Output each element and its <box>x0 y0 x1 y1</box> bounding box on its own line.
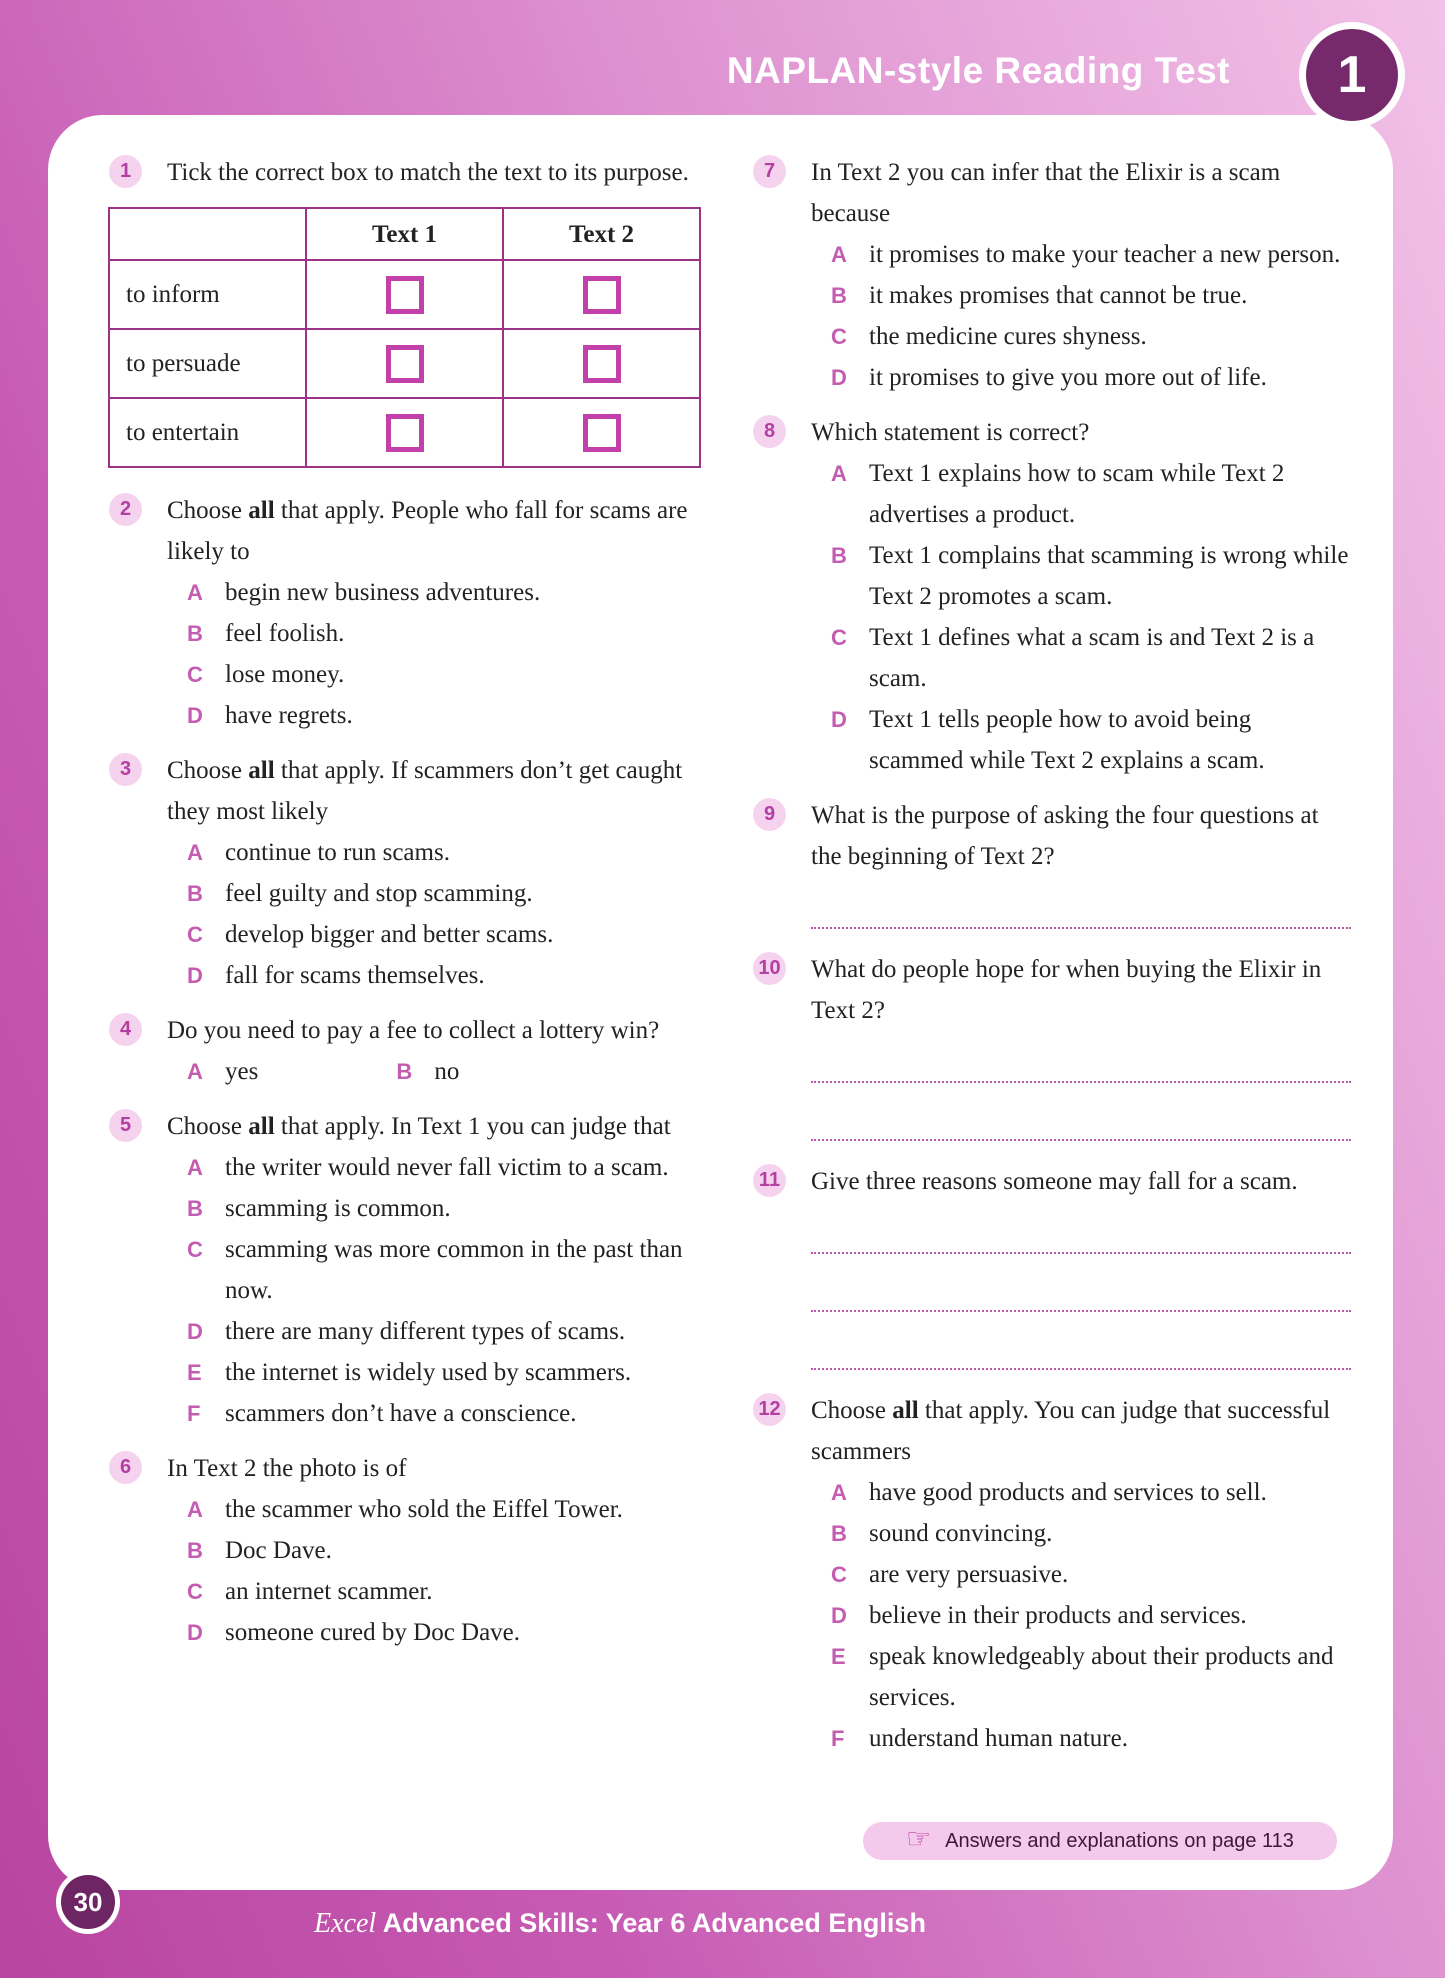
option-letter: B <box>396 1059 413 1084</box>
question-body <box>167 1106 707 1434</box>
option-row <box>811 234 1351 275</box>
question-text <box>167 1106 707 1147</box>
option-row <box>811 453 1351 535</box>
option-row <box>811 617 1351 699</box>
table-row <box>109 329 700 398</box>
option-letter: B <box>187 1196 203 1221</box>
option-text: scammers don’t have a conscience. <box>225 1400 577 1427</box>
option-row <box>167 832 707 873</box>
option-text: the medicine cures shyness. <box>869 323 1147 350</box>
option-letter: B <box>187 881 203 906</box>
question-number-badge: 3 <box>109 753 142 786</box>
options-list <box>167 1147 707 1434</box>
table-cell <box>306 260 503 329</box>
page-number-badge <box>56 1870 120 1934</box>
test-number-badge <box>1299 22 1405 128</box>
option-row <box>811 535 1351 617</box>
option-text: scamming was more common in the past than now. <box>225 1236 683 1304</box>
option-row <box>811 1636 1351 1718</box>
option-text: fall for scams themselves. <box>225 962 485 989</box>
options-list <box>167 572 707 736</box>
option-text: there are many different types of scams. <box>225 1318 626 1345</box>
table-column-header: Text 2 <box>503 208 700 260</box>
question-text-bold: all <box>892 1397 919 1424</box>
question-item <box>95 750 707 996</box>
option-row <box>167 914 707 955</box>
option-text: have good products and services to sell. <box>869 1479 1267 1506</box>
question-item <box>95 1448 707 1653</box>
question-item <box>739 412 1351 781</box>
question-body <box>811 1390 1351 1759</box>
question-number-badge: 10 <box>753 952 786 985</box>
option-letter: D <box>187 1319 203 1344</box>
table-cell <box>503 329 700 398</box>
option-row <box>811 1513 1351 1554</box>
option-text: develop bigger and better scams. <box>225 921 554 948</box>
question-number-badge: 12 <box>753 1393 786 1426</box>
option-text: someone cured by Doc Dave. <box>225 1619 521 1646</box>
option-row <box>167 1393 707 1434</box>
options-list <box>811 453 1351 781</box>
question-text-segment: Choose <box>167 497 249 524</box>
option-letter: C <box>831 625 847 650</box>
question-text <box>811 152 1351 234</box>
question-text-segment: Choose <box>811 1397 893 1424</box>
question-body <box>811 152 1351 398</box>
question-item <box>739 949 1351 1147</box>
question-text-segment: In Text 2 the photo is of <box>167 1455 407 1482</box>
option-letter: D <box>187 703 203 728</box>
question-number-badge: 8 <box>753 415 786 448</box>
question-text-segment: In Text 2 you can infer that the Elixir is a scam because <box>811 159 1281 227</box>
question-text-segment: that apply. You can judge that successful scammers <box>811 1397 1331 1465</box>
table-header-row <box>109 208 700 260</box>
question-text <box>811 949 1351 1031</box>
answer-line[interactable] <box>811 1260 1351 1312</box>
option-letter: F <box>187 1401 201 1426</box>
option-text: are very persuasive. <box>869 1561 1069 1588</box>
right-column <box>739 152 1351 1773</box>
question-text-bold: all <box>248 497 275 524</box>
option-letter: B <box>831 1521 847 1546</box>
question-item <box>95 1010 707 1092</box>
question-text <box>811 412 1351 453</box>
content-card <box>48 115 1393 1890</box>
table-column-header: Text 1 <box>306 208 503 260</box>
option-text: it makes promises that cannot be true. <box>869 282 1248 309</box>
question-number-badge: 11 <box>753 1164 786 1197</box>
option-text: Text 1 explains how to scam while Text 2 advertises a product. <box>869 460 1285 528</box>
question-item <box>739 1161 1351 1376</box>
table-cell <box>503 260 700 329</box>
option-row <box>167 1489 707 1530</box>
question-text <box>811 795 1351 877</box>
option-row <box>376 1051 459 1092</box>
question-item <box>739 1390 1351 1759</box>
question-number-badge: 6 <box>109 1451 142 1484</box>
option-row <box>811 699 1351 781</box>
option-text: speak knowledgeably about their products and services. <box>869 1643 1334 1711</box>
question-item <box>739 152 1351 398</box>
question-body <box>167 750 707 996</box>
option-text: the scammer who sold the Eiffel Tower. <box>225 1496 623 1523</box>
option-text: Text 1 tells people how to avoid being scammed while Text 2 explains a scam. <box>869 706 1265 774</box>
question-text-segment: that apply. In Text 1 you can judge that <box>274 1113 671 1140</box>
option-row <box>811 1595 1351 1636</box>
table-corner-cell <box>109 208 306 260</box>
option-text: understand human nature. <box>869 1725 1128 1752</box>
question-text-segment: What is the purpose of asking the four questions at the beginning of Text 2? <box>811 802 1319 870</box>
option-row <box>167 1571 707 1612</box>
question-body <box>167 1448 707 1653</box>
option-text: the writer would never fall victim to a scam. <box>225 1154 669 1181</box>
option-letter: C <box>187 922 203 947</box>
option-letter: E <box>831 1644 846 1669</box>
question-item <box>95 490 707 736</box>
option-text: feel guilty and stop scamming. <box>225 880 533 907</box>
answer-line[interactable] <box>811 1031 1351 1083</box>
table-row-label: to entertain <box>109 398 306 467</box>
option-row <box>811 1718 1351 1759</box>
option-letter: D <box>831 365 847 390</box>
purpose-table <box>108 207 701 468</box>
option-letter: F <box>831 1726 845 1751</box>
option-letter: B <box>187 1538 203 1563</box>
table-row-label: to inform <box>109 260 306 329</box>
option-letter: D <box>831 1603 847 1628</box>
question-text-segment: What do people hope for when buying the Elixir in Text 2? <box>811 956 1322 1024</box>
question-text <box>811 1161 1351 1202</box>
option-letter: B <box>831 283 847 308</box>
question-body <box>811 795 1351 935</box>
option-text: an internet scammer. <box>225 1578 433 1605</box>
option-text: begin new business adventures. <box>225 579 541 606</box>
option-text: have regrets. <box>225 702 353 729</box>
option-letter: A <box>187 580 203 605</box>
option-text: the internet is widely used by scammers. <box>225 1359 632 1386</box>
question-text-segment: Which statement is correct? <box>811 419 1090 446</box>
question-body <box>167 490 707 736</box>
table-cell <box>503 398 700 467</box>
option-row <box>167 654 707 695</box>
question-text <box>811 1390 1351 1472</box>
options-list <box>811 234 1351 398</box>
left-column <box>95 152 707 1773</box>
question-body <box>811 1161 1351 1376</box>
option-letter: D <box>187 963 203 988</box>
option-text: Text 1 complains that scamming is wrong while Text 2 promotes a scam. <box>869 542 1349 610</box>
option-text: believe in their products and services. <box>869 1602 1247 1629</box>
question-text <box>167 1010 707 1051</box>
option-letter: D <box>187 1620 203 1645</box>
table-cell <box>306 398 503 467</box>
options-list <box>811 1472 1351 1759</box>
option-letter: A <box>831 242 847 267</box>
option-letter: A <box>187 1497 203 1522</box>
option-row <box>167 1188 707 1229</box>
option-letter: C <box>187 1237 203 1262</box>
answer-line[interactable] <box>811 877 1351 929</box>
question-text <box>167 750 707 832</box>
page-title: NAPLAN-style Reading Test <box>726 50 1230 91</box>
option-letter: A <box>831 461 847 486</box>
option-letter: B <box>831 543 847 568</box>
footer-series-brand: Excel <box>314 1908 377 1939</box>
option-text: continue to run scams. <box>225 839 450 866</box>
question-text-segment: Do you need to pay a fee to collect a lottery win? <box>167 1017 660 1044</box>
answer-line[interactable] <box>811 1089 1351 1141</box>
option-letter: C <box>187 662 203 687</box>
question-number-badge: 2 <box>109 493 142 526</box>
option-letter: C <box>831 1562 847 1587</box>
question-text-segment: Give three reasons someone may fall for a scam. <box>811 1168 1298 1195</box>
option-row <box>811 1554 1351 1595</box>
options-list <box>167 832 707 996</box>
option-row <box>167 873 707 914</box>
table-row <box>109 398 700 467</box>
question-item <box>95 152 707 476</box>
question-item <box>739 795 1351 935</box>
question-body <box>126 152 707 476</box>
option-text: it promises to give you more out of life. <box>869 364 1267 391</box>
tick-checkbox[interactable] <box>386 276 424 314</box>
option-row <box>167 1147 707 1188</box>
option-row <box>811 357 1351 398</box>
question-text <box>167 152 707 193</box>
question-body <box>811 412 1351 781</box>
question-text-segment: Tick the correct box to match the text to its purpose. <box>167 159 689 186</box>
tick-checkbox[interactable] <box>583 276 621 314</box>
option-text: Doc Dave. <box>225 1537 332 1564</box>
tick-checkbox[interactable] <box>386 414 424 452</box>
question-number-badge: 9 <box>753 798 786 831</box>
option-letter: B <box>187 621 203 646</box>
question-number-badge: 4 <box>109 1013 142 1046</box>
option-letter: A <box>187 840 203 865</box>
table-cell <box>306 329 503 398</box>
question-number-badge: 7 <box>753 155 786 188</box>
page-number: 30 <box>73 1886 103 1917</box>
option-row <box>811 316 1351 357</box>
option-row <box>167 1051 258 1092</box>
option-letter: A <box>187 1059 203 1084</box>
option-row <box>167 1530 707 1571</box>
test-number: 1 <box>1337 46 1367 104</box>
table-row <box>109 260 700 329</box>
option-text: sound convincing. <box>869 1520 1053 1547</box>
option-row <box>167 572 707 613</box>
question-number-badge: 5 <box>109 1109 142 1142</box>
question-body <box>167 1010 707 1092</box>
question-body <box>811 949 1351 1147</box>
option-letter: D <box>831 707 847 732</box>
option-text: it promises to make your teacher a new person. <box>869 241 1341 268</box>
answer-line[interactable] <box>811 1202 1351 1254</box>
option-row <box>167 1612 707 1653</box>
answers-note-text: Answers and explanations on page 113 <box>945 1829 1294 1852</box>
option-text: feel foolish. <box>225 620 345 647</box>
question-text-segment: Choose <box>167 1113 249 1140</box>
option-text: yes <box>225 1058 259 1085</box>
question-text-segment: that apply. People who fall for scams are likely to <box>167 497 688 565</box>
option-letter: A <box>187 1155 203 1180</box>
question-text-bold: all <box>248 1113 275 1140</box>
options-list <box>167 1051 707 1092</box>
tick-checkbox[interactable] <box>386 345 424 383</box>
question-text-segment: that apply. If scammers don’t get caught they most likely <box>167 757 683 825</box>
tick-checkbox[interactable] <box>583 345 621 383</box>
option-letter: C <box>831 324 847 349</box>
option-text: Text 1 defines what a scam is and Text 2 is a scam. <box>869 624 1315 692</box>
option-row <box>167 695 707 736</box>
option-row <box>167 613 707 654</box>
options-list <box>167 1489 707 1653</box>
question-text-segment: Choose <box>167 757 249 784</box>
table-row-label: to persuade <box>109 329 306 398</box>
question-text-bold: all <box>248 757 275 784</box>
option-row <box>167 955 707 996</box>
option-row <box>167 1229 707 1311</box>
tick-checkbox[interactable] <box>583 414 621 452</box>
question-number-badge: 1 <box>109 155 142 188</box>
pointing-hand-icon: ☞ <box>906 1823 932 1855</box>
question-text <box>167 490 707 572</box>
option-row <box>167 1352 707 1393</box>
question-item <box>95 1106 707 1434</box>
option-letter: E <box>187 1360 202 1385</box>
answers-note <box>863 1822 1337 1860</box>
footer-series-rest: Advanced Skills: Year 6 Advanced English <box>376 1908 926 1938</box>
answer-line[interactable] <box>811 1318 1351 1370</box>
option-text: lose money. <box>225 661 345 688</box>
option-letter: C <box>187 1579 203 1604</box>
option-letter: A <box>831 1480 847 1505</box>
option-row <box>811 275 1351 316</box>
footer-series-title <box>0 1908 1240 1940</box>
question-text <box>167 1448 707 1489</box>
option-row <box>167 1311 707 1352</box>
option-text: scamming is common. <box>225 1195 451 1222</box>
option-row <box>811 1472 1351 1513</box>
option-text: no <box>434 1058 460 1085</box>
